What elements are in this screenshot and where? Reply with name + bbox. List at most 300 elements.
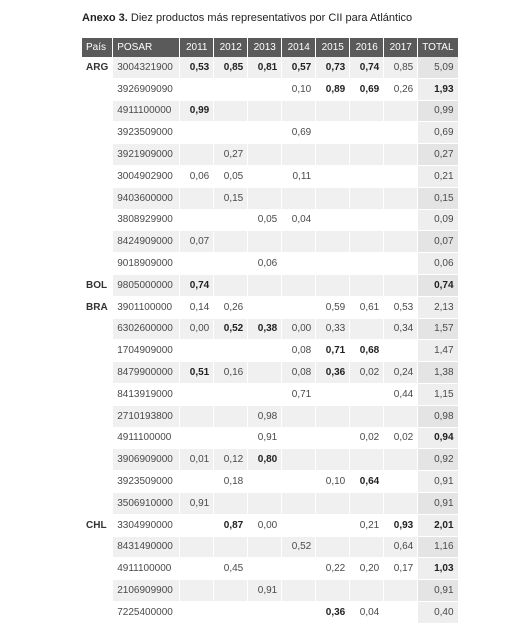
country-cell bbox=[82, 405, 113, 427]
value-cell bbox=[384, 580, 418, 602]
value-cell: 0,36 bbox=[316, 362, 350, 384]
value-cell bbox=[316, 253, 350, 275]
country-cell bbox=[82, 362, 113, 384]
value-cell: 0,16 bbox=[214, 362, 248, 384]
value-cell bbox=[214, 383, 248, 405]
table-row bbox=[82, 231, 458, 253]
value-cell: 0,57 bbox=[282, 57, 316, 78]
value-cell bbox=[248, 78, 282, 100]
table-body bbox=[82, 57, 458, 623]
value-cell bbox=[282, 601, 316, 623]
value-cell bbox=[350, 405, 384, 427]
table-row bbox=[82, 536, 458, 558]
posar-cell: 3906909000 bbox=[113, 449, 180, 471]
total-cell: 0,99 bbox=[418, 100, 458, 122]
value-cell bbox=[316, 405, 350, 427]
value-cell bbox=[248, 144, 282, 166]
header-total: TOTAL bbox=[418, 38, 458, 57]
value-cell bbox=[350, 165, 384, 187]
country-cell bbox=[82, 231, 113, 253]
value-cell: 0,02 bbox=[384, 427, 418, 449]
value-cell: 0,38 bbox=[248, 318, 282, 340]
value-cell bbox=[316, 492, 350, 514]
products-table bbox=[82, 38, 459, 624]
table-row bbox=[82, 144, 458, 166]
table-header-row bbox=[82, 38, 458, 57]
country-cell bbox=[82, 383, 113, 405]
table-row bbox=[82, 57, 458, 78]
posar-cell: 4911100000 bbox=[113, 558, 180, 580]
posar-cell: 2710193800 bbox=[113, 405, 180, 427]
value-cell: 0,71 bbox=[282, 383, 316, 405]
country-cell bbox=[82, 471, 113, 493]
header-2014: 2014 bbox=[282, 38, 316, 57]
posar-cell: 3304990000 bbox=[113, 514, 180, 536]
total-cell: 1,57 bbox=[418, 318, 458, 340]
value-cell bbox=[214, 536, 248, 558]
table-caption bbox=[82, 12, 412, 24]
value-cell: 0,74 bbox=[350, 57, 384, 78]
value-cell: 0,06 bbox=[248, 253, 282, 275]
value-cell bbox=[214, 405, 248, 427]
total-cell: 0,98 bbox=[418, 405, 458, 427]
value-cell: 0,21 bbox=[350, 514, 384, 536]
value-cell bbox=[350, 122, 384, 144]
country-cell bbox=[82, 165, 113, 187]
value-cell bbox=[248, 274, 282, 296]
posar-cell: 4911100000 bbox=[113, 100, 180, 122]
country-cell: BOL bbox=[82, 274, 113, 296]
header-2011: 2011 bbox=[180, 38, 214, 57]
table-row bbox=[82, 165, 458, 187]
value-cell bbox=[180, 536, 214, 558]
value-cell bbox=[316, 514, 350, 536]
value-cell: 0,08 bbox=[282, 340, 316, 362]
value-cell: 0,69 bbox=[350, 78, 384, 100]
value-cell bbox=[282, 231, 316, 253]
value-cell bbox=[214, 492, 248, 514]
total-cell: 1,38 bbox=[418, 362, 458, 384]
value-cell bbox=[282, 296, 316, 318]
value-cell bbox=[350, 274, 384, 296]
value-cell bbox=[384, 340, 418, 362]
value-cell bbox=[384, 209, 418, 231]
value-cell: 0,11 bbox=[282, 165, 316, 187]
value-cell: 0,18 bbox=[214, 471, 248, 493]
value-cell bbox=[282, 492, 316, 514]
table-row bbox=[82, 601, 458, 623]
country-cell bbox=[82, 449, 113, 471]
value-cell bbox=[248, 187, 282, 209]
total-cell: 0,06 bbox=[418, 253, 458, 275]
country-cell bbox=[82, 187, 113, 209]
value-cell bbox=[282, 405, 316, 427]
value-cell bbox=[214, 427, 248, 449]
value-cell bbox=[350, 144, 384, 166]
value-cell bbox=[180, 383, 214, 405]
posar-cell: 9403600000 bbox=[113, 187, 180, 209]
value-cell bbox=[180, 601, 214, 623]
value-cell: 0,89 bbox=[316, 78, 350, 100]
total-cell: 0,69 bbox=[418, 122, 458, 144]
country-cell bbox=[82, 580, 113, 602]
value-cell bbox=[214, 274, 248, 296]
value-cell bbox=[316, 144, 350, 166]
value-cell bbox=[248, 165, 282, 187]
value-cell bbox=[384, 492, 418, 514]
value-cell bbox=[248, 100, 282, 122]
value-cell bbox=[350, 253, 384, 275]
total-cell: 0,94 bbox=[418, 427, 458, 449]
value-cell bbox=[316, 165, 350, 187]
value-cell bbox=[214, 340, 248, 362]
value-cell: 0,08 bbox=[282, 362, 316, 384]
value-cell bbox=[214, 122, 248, 144]
total-cell: 0,21 bbox=[418, 165, 458, 187]
posar-cell: 6302600000 bbox=[113, 318, 180, 340]
value-cell bbox=[214, 580, 248, 602]
caption-label: Anexo 3. bbox=[82, 12, 128, 24]
value-cell: 0,98 bbox=[248, 405, 282, 427]
value-cell bbox=[350, 318, 384, 340]
country-cell bbox=[82, 100, 113, 122]
value-cell bbox=[350, 580, 384, 602]
value-cell: 0,12 bbox=[214, 449, 248, 471]
value-cell bbox=[384, 274, 418, 296]
table-row bbox=[82, 253, 458, 275]
value-cell bbox=[316, 580, 350, 602]
value-cell: 0,22 bbox=[316, 558, 350, 580]
value-cell: 0,51 bbox=[180, 362, 214, 384]
posar-cell: 1704909000 bbox=[113, 340, 180, 362]
caption-text: Diez productos más representativos por CII para Atlántico bbox=[127, 12, 413, 24]
value-cell: 0,85 bbox=[214, 57, 248, 78]
value-cell bbox=[214, 209, 248, 231]
value-cell bbox=[248, 122, 282, 144]
value-cell: 0,85 bbox=[384, 57, 418, 78]
country-cell bbox=[82, 122, 113, 144]
country-cell bbox=[82, 340, 113, 362]
value-cell: 0,68 bbox=[350, 340, 384, 362]
value-cell: 0,07 bbox=[180, 231, 214, 253]
value-cell bbox=[248, 601, 282, 623]
country-cell bbox=[82, 144, 113, 166]
value-cell: 0,20 bbox=[350, 558, 384, 580]
country-cell bbox=[82, 253, 113, 275]
value-cell: 0,80 bbox=[248, 449, 282, 471]
value-cell bbox=[180, 78, 214, 100]
value-cell bbox=[316, 187, 350, 209]
value-cell bbox=[384, 187, 418, 209]
posar-cell: 3004321900 bbox=[113, 57, 180, 78]
value-cell bbox=[180, 187, 214, 209]
value-cell bbox=[214, 100, 248, 122]
value-cell bbox=[180, 427, 214, 449]
header-pais: País bbox=[82, 38, 113, 57]
value-cell bbox=[350, 383, 384, 405]
value-cell bbox=[384, 405, 418, 427]
value-cell bbox=[350, 492, 384, 514]
value-cell bbox=[316, 449, 350, 471]
value-cell: 0,53 bbox=[180, 57, 214, 78]
posar-cell: 8431490000 bbox=[113, 536, 180, 558]
value-cell: 0,05 bbox=[214, 165, 248, 187]
value-cell bbox=[248, 383, 282, 405]
value-cell bbox=[384, 471, 418, 493]
value-cell bbox=[180, 558, 214, 580]
value-cell bbox=[282, 274, 316, 296]
value-cell bbox=[350, 231, 384, 253]
table-row bbox=[82, 558, 458, 580]
country-cell bbox=[82, 536, 113, 558]
value-cell bbox=[350, 536, 384, 558]
value-cell bbox=[384, 144, 418, 166]
value-cell: 0,44 bbox=[384, 383, 418, 405]
value-cell bbox=[180, 405, 214, 427]
value-cell bbox=[282, 449, 316, 471]
table-row bbox=[82, 78, 458, 100]
value-cell bbox=[316, 100, 350, 122]
value-cell: 0,00 bbox=[282, 318, 316, 340]
value-cell: 0,71 bbox=[316, 340, 350, 362]
value-cell bbox=[180, 471, 214, 493]
value-cell: 0,52 bbox=[282, 536, 316, 558]
value-cell bbox=[214, 231, 248, 253]
country-cell: BRA bbox=[82, 296, 113, 318]
value-cell: 0,14 bbox=[180, 296, 214, 318]
total-cell: 1,47 bbox=[418, 340, 458, 362]
value-cell bbox=[316, 427, 350, 449]
header-2013: 2013 bbox=[248, 38, 282, 57]
posar-cell: 3901100000 bbox=[113, 296, 180, 318]
value-cell bbox=[282, 187, 316, 209]
value-cell bbox=[248, 340, 282, 362]
total-cell: 0,74 bbox=[418, 274, 458, 296]
country-cell bbox=[82, 78, 113, 100]
country-cell bbox=[82, 558, 113, 580]
posar-cell: 3926909090 bbox=[113, 78, 180, 100]
table-row bbox=[82, 100, 458, 122]
value-cell bbox=[282, 427, 316, 449]
value-cell: 0,69 bbox=[282, 122, 316, 144]
value-cell bbox=[384, 231, 418, 253]
value-cell bbox=[282, 471, 316, 493]
value-cell: 0,87 bbox=[214, 514, 248, 536]
header-2015: 2015 bbox=[316, 38, 350, 57]
value-cell bbox=[248, 231, 282, 253]
table-row bbox=[82, 274, 458, 296]
country-cell: CHL bbox=[82, 514, 113, 536]
value-cell: 0,73 bbox=[316, 57, 350, 78]
table-row bbox=[82, 122, 458, 144]
table-row bbox=[82, 209, 458, 231]
value-cell bbox=[384, 253, 418, 275]
value-cell: 0,02 bbox=[350, 362, 384, 384]
value-cell bbox=[248, 492, 282, 514]
value-cell bbox=[316, 274, 350, 296]
value-cell: 0,05 bbox=[248, 209, 282, 231]
posar-cell: 9805000000 bbox=[113, 274, 180, 296]
value-cell: 0,24 bbox=[384, 362, 418, 384]
total-cell: 1,03 bbox=[418, 558, 458, 580]
total-cell: 1,15 bbox=[418, 383, 458, 405]
table-row bbox=[82, 471, 458, 493]
value-cell bbox=[350, 187, 384, 209]
value-cell: 0,06 bbox=[180, 165, 214, 187]
total-cell: 0,40 bbox=[418, 601, 458, 623]
total-cell: 0,91 bbox=[418, 471, 458, 493]
table-row bbox=[82, 405, 458, 427]
total-cell: 0,91 bbox=[418, 580, 458, 602]
value-cell bbox=[248, 536, 282, 558]
value-cell bbox=[282, 580, 316, 602]
posar-cell: 7225400000 bbox=[113, 601, 180, 623]
value-cell: 0,81 bbox=[248, 57, 282, 78]
value-cell bbox=[248, 362, 282, 384]
total-cell: 2,13 bbox=[418, 296, 458, 318]
total-cell: 0,27 bbox=[418, 144, 458, 166]
table-row bbox=[82, 383, 458, 405]
value-cell: 0,27 bbox=[214, 144, 248, 166]
value-cell: 0,53 bbox=[384, 296, 418, 318]
posar-cell: 3923509000 bbox=[113, 122, 180, 144]
value-cell: 0,15 bbox=[214, 187, 248, 209]
total-cell: 0,91 bbox=[418, 492, 458, 514]
total-cell: 0,09 bbox=[418, 209, 458, 231]
posar-cell: 3808929900 bbox=[113, 209, 180, 231]
posar-cell: 8479900000 bbox=[113, 362, 180, 384]
value-cell bbox=[282, 558, 316, 580]
value-cell: 0,45 bbox=[214, 558, 248, 580]
table-row bbox=[82, 580, 458, 602]
total-cell: 2,01 bbox=[418, 514, 458, 536]
table-row bbox=[82, 340, 458, 362]
value-cell: 0,10 bbox=[316, 471, 350, 493]
value-cell: 0,59 bbox=[316, 296, 350, 318]
table-row bbox=[82, 296, 458, 318]
value-cell: 0,61 bbox=[350, 296, 384, 318]
value-cell bbox=[350, 449, 384, 471]
value-cell: 0,10 bbox=[282, 78, 316, 100]
table-row bbox=[82, 362, 458, 384]
value-cell: 0,36 bbox=[316, 601, 350, 623]
value-cell bbox=[350, 100, 384, 122]
value-cell bbox=[180, 209, 214, 231]
header-2012: 2012 bbox=[214, 38, 248, 57]
total-cell: 1,16 bbox=[418, 536, 458, 558]
value-cell bbox=[214, 78, 248, 100]
posar-cell: 4911100000 bbox=[113, 427, 180, 449]
country-cell bbox=[82, 318, 113, 340]
value-cell bbox=[316, 209, 350, 231]
value-cell: 0,91 bbox=[248, 580, 282, 602]
posar-cell: 8424909000 bbox=[113, 231, 180, 253]
total-cell: 0,07 bbox=[418, 231, 458, 253]
country-cell bbox=[82, 601, 113, 623]
value-cell: 0,00 bbox=[248, 514, 282, 536]
value-cell bbox=[248, 558, 282, 580]
value-cell bbox=[180, 340, 214, 362]
value-cell: 0,26 bbox=[214, 296, 248, 318]
country-cell: ARG bbox=[82, 57, 113, 78]
table-row bbox=[82, 514, 458, 536]
value-cell bbox=[180, 514, 214, 536]
table-row bbox=[82, 427, 458, 449]
posar-cell: 3923509000 bbox=[113, 471, 180, 493]
value-cell: 0,01 bbox=[180, 449, 214, 471]
table-row bbox=[82, 492, 458, 514]
value-cell bbox=[214, 253, 248, 275]
value-cell bbox=[316, 536, 350, 558]
country-cell bbox=[82, 427, 113, 449]
value-cell bbox=[350, 209, 384, 231]
value-cell: 0,34 bbox=[384, 318, 418, 340]
header-2016: 2016 bbox=[350, 38, 384, 57]
value-cell: 0,52 bbox=[214, 318, 248, 340]
value-cell: 0,64 bbox=[384, 536, 418, 558]
header-posar: POSAR bbox=[113, 38, 180, 57]
value-cell bbox=[282, 100, 316, 122]
value-cell bbox=[180, 253, 214, 275]
value-cell bbox=[384, 100, 418, 122]
total-cell: 5,09 bbox=[418, 57, 458, 78]
table-row bbox=[82, 318, 458, 340]
value-cell: 0,02 bbox=[350, 427, 384, 449]
value-cell bbox=[384, 122, 418, 144]
value-cell: 0,17 bbox=[384, 558, 418, 580]
value-cell bbox=[180, 580, 214, 602]
country-cell bbox=[82, 209, 113, 231]
value-cell: 0,93 bbox=[384, 514, 418, 536]
value-cell: 0,33 bbox=[316, 318, 350, 340]
posar-cell: 3004902900 bbox=[113, 165, 180, 187]
posar-cell: 9018909000 bbox=[113, 253, 180, 275]
value-cell bbox=[316, 231, 350, 253]
header-2017: 2017 bbox=[384, 38, 418, 57]
table-row bbox=[82, 187, 458, 209]
value-cell bbox=[316, 383, 350, 405]
country-cell bbox=[82, 492, 113, 514]
value-cell: 0,74 bbox=[180, 274, 214, 296]
value-cell bbox=[180, 144, 214, 166]
value-cell: 0,00 bbox=[180, 318, 214, 340]
table-row bbox=[82, 449, 458, 471]
posar-cell: 2106909900 bbox=[113, 580, 180, 602]
value-cell: 0,04 bbox=[282, 209, 316, 231]
value-cell: 0,64 bbox=[350, 471, 384, 493]
posar-cell: 8413919000 bbox=[113, 383, 180, 405]
value-cell: 0,91 bbox=[180, 492, 214, 514]
value-cell: 0,26 bbox=[384, 78, 418, 100]
value-cell bbox=[384, 165, 418, 187]
total-cell: 1,93 bbox=[418, 78, 458, 100]
total-cell: 0,15 bbox=[418, 187, 458, 209]
value-cell bbox=[248, 471, 282, 493]
value-cell bbox=[214, 601, 248, 623]
value-cell bbox=[384, 601, 418, 623]
value-cell bbox=[282, 144, 316, 166]
value-cell bbox=[316, 122, 350, 144]
value-cell bbox=[282, 253, 316, 275]
value-cell bbox=[384, 449, 418, 471]
total-cell: 0,92 bbox=[418, 449, 458, 471]
posar-cell: 3921909000 bbox=[113, 144, 180, 166]
posar-cell: 3506910000 bbox=[113, 492, 180, 514]
value-cell bbox=[248, 296, 282, 318]
value-cell: 0,91 bbox=[248, 427, 282, 449]
value-cell bbox=[282, 514, 316, 536]
value-cell: 0,99 bbox=[180, 100, 214, 122]
